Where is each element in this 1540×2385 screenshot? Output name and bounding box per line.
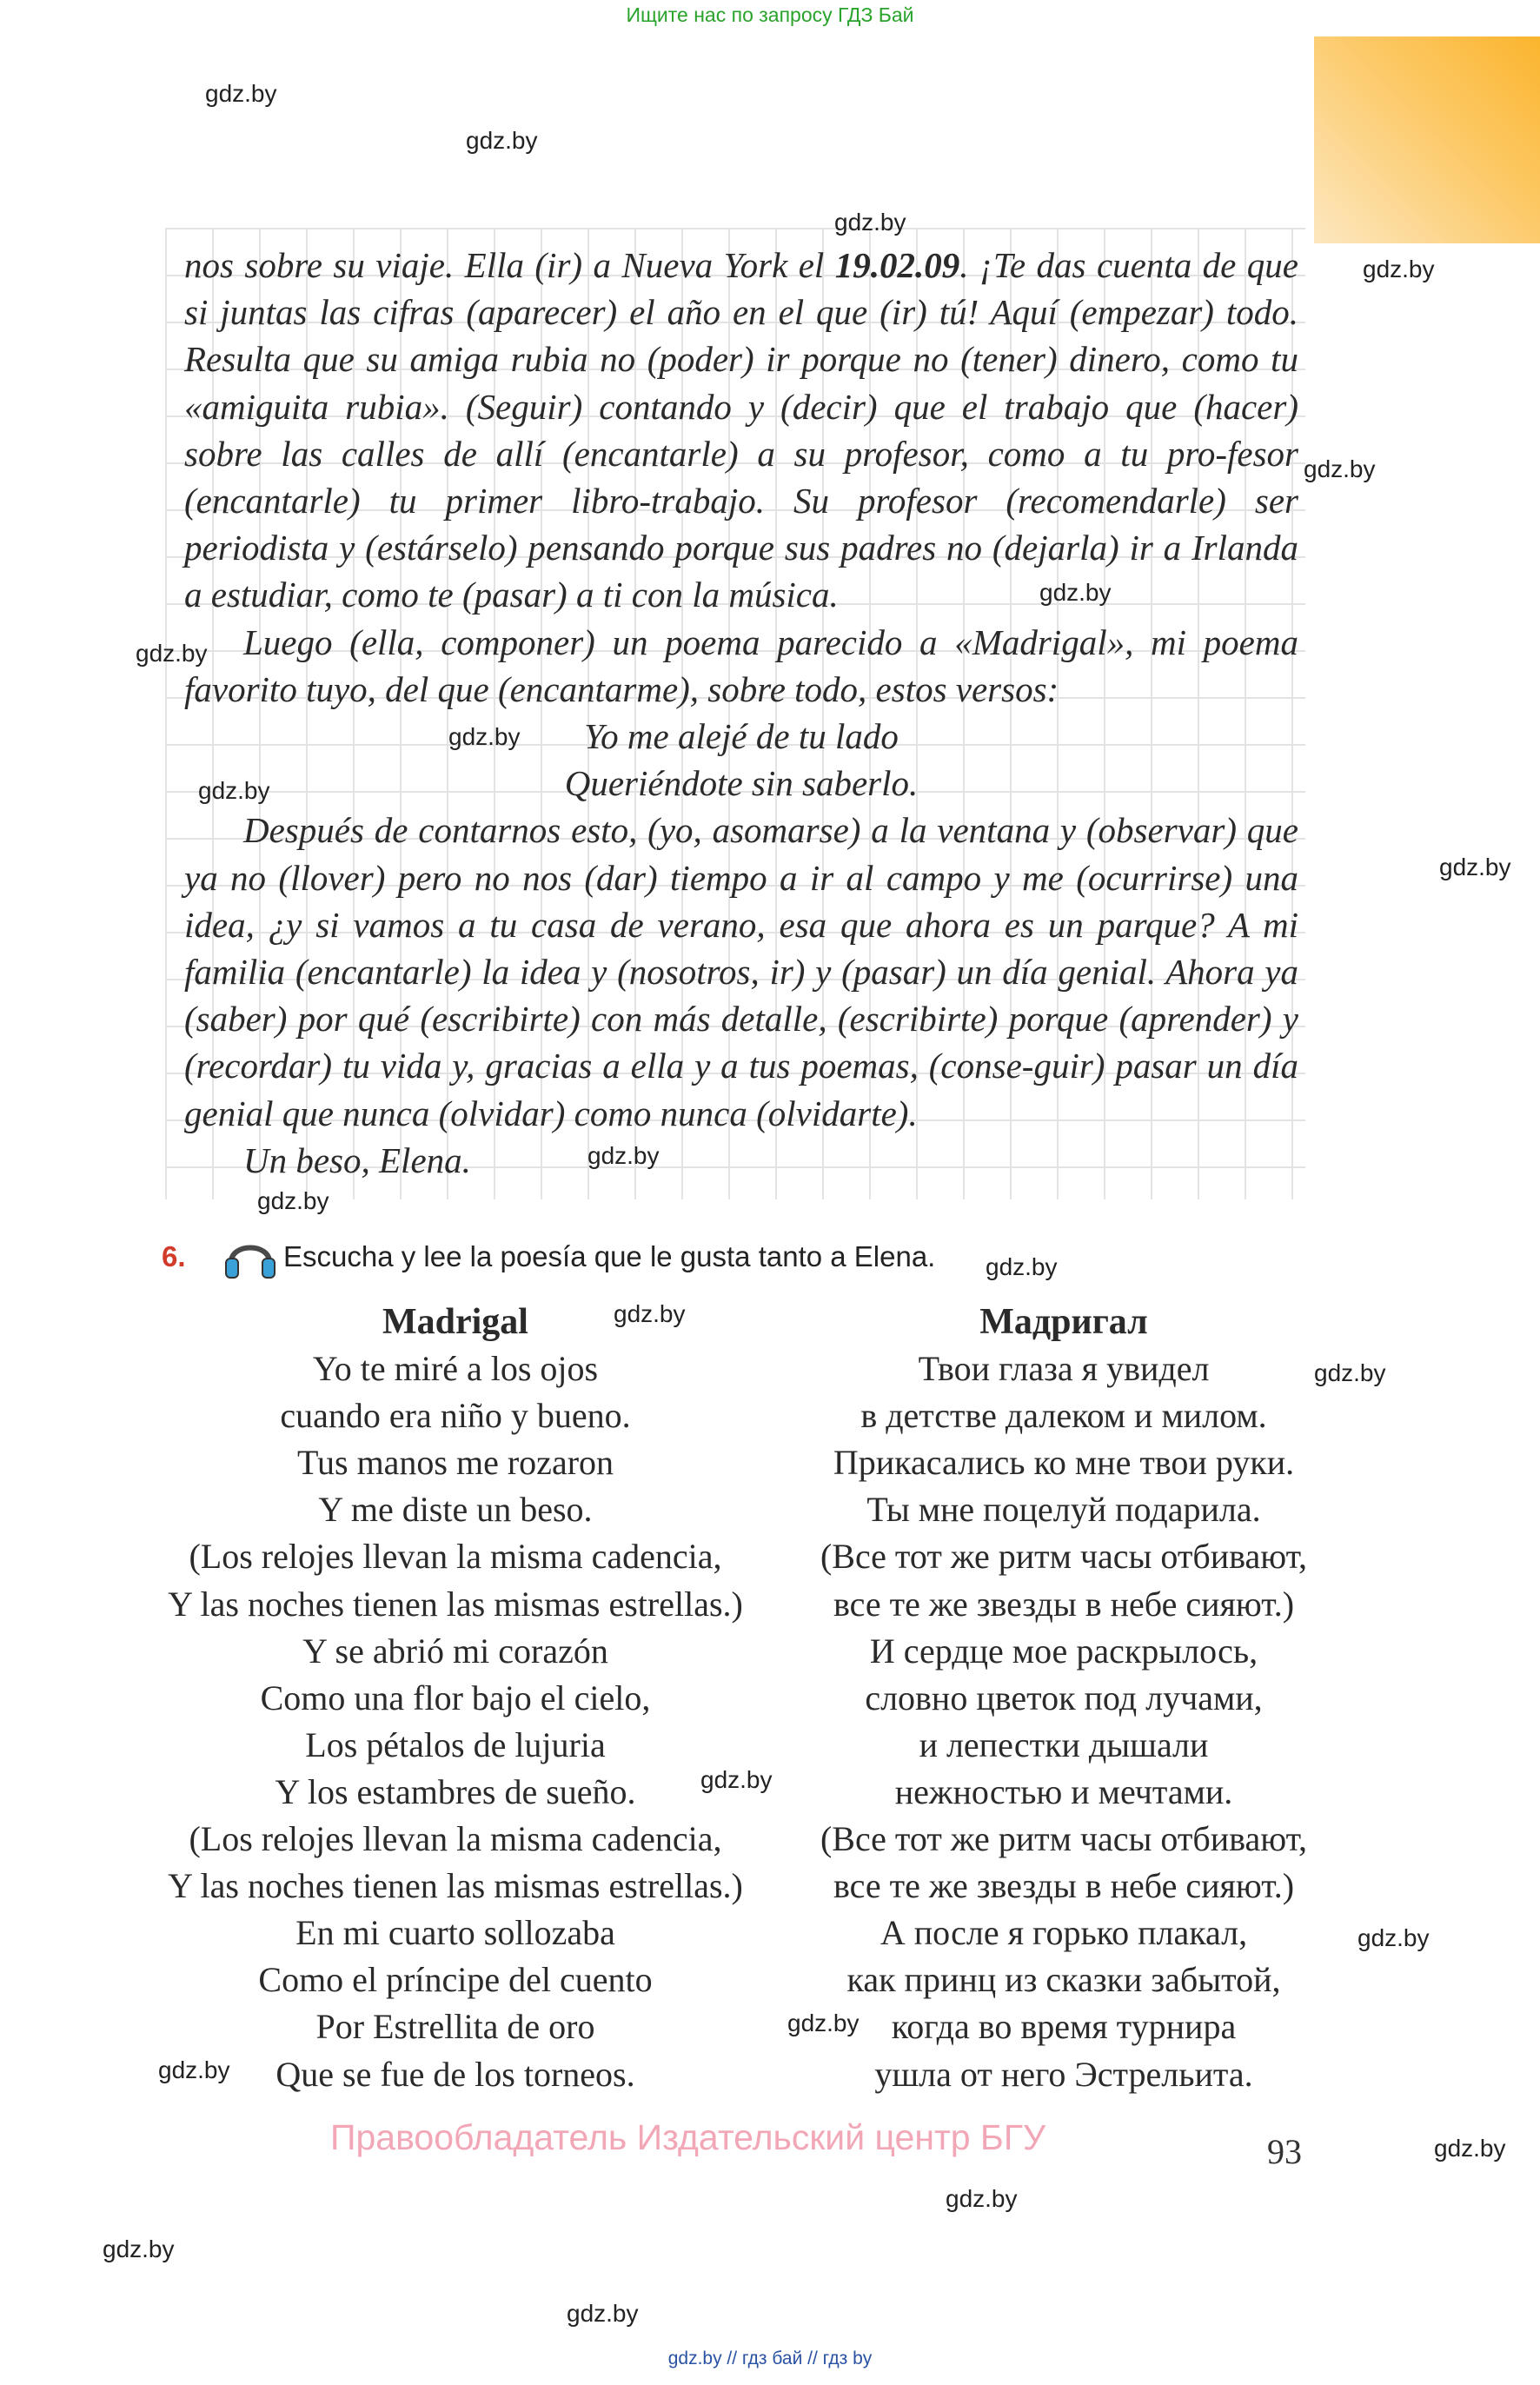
watermark: gdz.by	[158, 2056, 230, 2083]
poem-line: Y los estambres de sueño.	[275, 1771, 636, 1811]
poem-line: А после я горько плакал,	[880, 1913, 1248, 1953]
poem-line: словно цветок под лучами,	[865, 1677, 1263, 1717]
watermark: gdz.by	[205, 80, 277, 107]
poem-line: все те же звезды в небе сияют.)	[833, 1584, 1295, 1624]
poem-line: Ты мне поцелуй подарила.	[866, 1490, 1261, 1530]
rights-holder-stamp: Правообладатель Издательский центр БГУ	[330, 2117, 1046, 2157]
watermark: gdz.by	[1314, 1359, 1386, 1386]
letter-paragraph-2: Luego (ella, componer) un poema parecido a «Madrigal», mi poema favorito tuyo, del que (encantarme), sobre todo, estos versos:	[184, 621, 1298, 709]
watermark: gdz.by	[448, 723, 521, 750]
watermark: gdz.by	[136, 640, 208, 667]
watermark: gdz.by	[1434, 2135, 1506, 2162]
task-instruction: Escucha y lee la poesía que le gusta tanto a Elena.	[283, 1240, 936, 1272]
poem-line: Yo te miré a los ojos	[312, 1349, 599, 1389]
poem-line: Por Estrellita de oro	[315, 2007, 595, 2047]
watermark: gdz.by	[567, 2300, 639, 2327]
poem-line: En mi cuarto sollozaba	[295, 1913, 615, 1953]
poem-line: когда во время турнира	[891, 2007, 1237, 2047]
poem-line: как принц из сказки забытой,	[846, 1960, 1281, 2000]
poem-line: И сердце мое раскрылось,	[869, 1631, 1258, 1671]
poem-line: Прикасались ко мне твои руки.	[833, 1443, 1295, 1483]
page-number: 93	[1267, 2132, 1302, 2171]
poem-line: Y las noches tienen las mismas estrellas.)	[168, 1866, 743, 1906]
poem-line: Y me diste un beso.	[318, 1490, 593, 1530]
footer-note: gdz.by // гдз бай // гдз by	[667, 2348, 873, 2368]
poem-line: Los pétalos de lujuria	[305, 1724, 606, 1764]
watermark: gdz.by	[1439, 854, 1511, 880]
task-6	[162, 1232, 1118, 1281]
poem-line: Como el príncipe del cuento	[258, 1960, 653, 2000]
watermark: gdz.by	[1363, 256, 1435, 282]
letter-verse-1: Yo me alejé de tu lado	[584, 716, 899, 757]
poem-line: все те же звезды в небе сияют.)	[833, 1866, 1295, 1906]
watermark: gdz.by	[103, 2236, 175, 2262]
poem-line: (Los relojes llevan la misma cadencia,	[189, 1819, 722, 1859]
watermark: gdz.by	[587, 1142, 660, 1169]
letter-text	[184, 242, 1298, 1184]
poem-line: и лепестки дышали	[919, 1724, 1209, 1764]
poem-line: ушла от него Эстрельита.	[874, 2054, 1253, 2094]
letter-paragraph-1: nos sobre su viaje. Ella (ir) a Nueva York el 19.02.09. ¡Te das cuenta de que si juntas las cifras (aparecer) el año en el que (ir) tú! Aquí (empezar) todo. Resulta que su amiga rubia no (poder) ir porque no (tener) dinero, como tu «amiguita rubia». (Seguir) contando y (decir) que el trabajo que (hacer) sobre las calles de allí (encantarle) a su profesor, como a tu pro-fesor (encantarle) tu primer libro-trabajo. Su profesor (recomendarle) ser periodista y (estárselo) pensando porque sus padres no (dejarla) ir a Irlanda a estudiar, como te (pasar) a ti con la música.	[184, 245, 1298, 615]
watermark: gdz.by	[257, 1187, 329, 1214]
watermark: gdz.by	[1304, 455, 1376, 482]
task-number: 6.	[162, 1240, 186, 1272]
letter-verse-2: Queriéndote sin saberlo.	[564, 763, 919, 804]
poem-line: Que se fue de los torneos.	[275, 2054, 635, 2094]
poem-line: в детстве далеком и милом.	[860, 1396, 1267, 1436]
poem-spanish-title: Madrigal	[382, 1302, 528, 1342]
watermark: gdz.by	[787, 2010, 860, 2036]
watermark: gdz.by	[466, 127, 538, 154]
poem-russian	[782, 1299, 1345, 2098]
poem-line: (Los relojes llevan la misma cadencia,	[189, 1537, 722, 1577]
watermark: gdz.by	[1039, 579, 1112, 606]
poem-line: Como una flor bajo el cielo,	[260, 1677, 651, 1717]
watermark: gdz.by	[946, 2185, 1018, 2212]
corner-decoration	[1314, 37, 1540, 243]
watermark: gdz.by	[614, 1300, 686, 1327]
watermark: gdz.by	[700, 1766, 773, 1793]
poem-russian-title: Мадригал	[979, 1302, 1148, 1342]
watermark: gdz.by	[1357, 1924, 1430, 1951]
poem-line: Y se abrió mi corazón	[302, 1631, 608, 1671]
header-search-note: Ищите нас по запросу ГДЗ Бай	[626, 3, 914, 26]
poem-line: нежностью и мечтами.	[894, 1771, 1233, 1811]
watermark: gdz.by	[198, 777, 270, 804]
poem-line: (Все тот же ритм часы отбивают,	[820, 1819, 1308, 1859]
poem-line: Твои глаза я увидел	[918, 1349, 1210, 1389]
poem-line: Tus manos me rozaron	[296, 1443, 614, 1483]
poem-line: (Все тот же ритм часы отбивают,	[820, 1537, 1308, 1577]
watermark: gdz.by	[986, 1253, 1058, 1280]
poem-line: Y las noches tienen las mismas estrellas.)	[168, 1584, 743, 1624]
letter-signature: Un beso, Elena.	[243, 1139, 471, 1180]
watermark: gdz.by	[834, 209, 906, 236]
letter-date: 19.02.09	[834, 245, 960, 285]
poem-line: cuando era niño y bueno.	[280, 1396, 631, 1436]
poem-spanish	[146, 1299, 765, 2098]
letter-paragraph-3: Después de contarnos esto, (yo, asomarse) a la ventana y (observar) que ya no (llover) pero no nos (dar) tiempo a ir al campo y me (ocurrirse) una idea, ¿y si vamos a tu casa de verano, esa que ahora es un parque? A mi familia (encantarle) la idea y (nosotros, ir) y (pasar) un día genial. Ahora ya (saber) por qué (escribirte) con más detalle, (escribirte) porque (aprender) y (recordar) tu vida y, gracias a ella y a tus poemas, (conse-guir) pasar un día genial que nunca (olvidar) como nunca (olvidarte).	[184, 810, 1298, 1133]
headphones-icon[interactable]	[222, 1232, 278, 1281]
